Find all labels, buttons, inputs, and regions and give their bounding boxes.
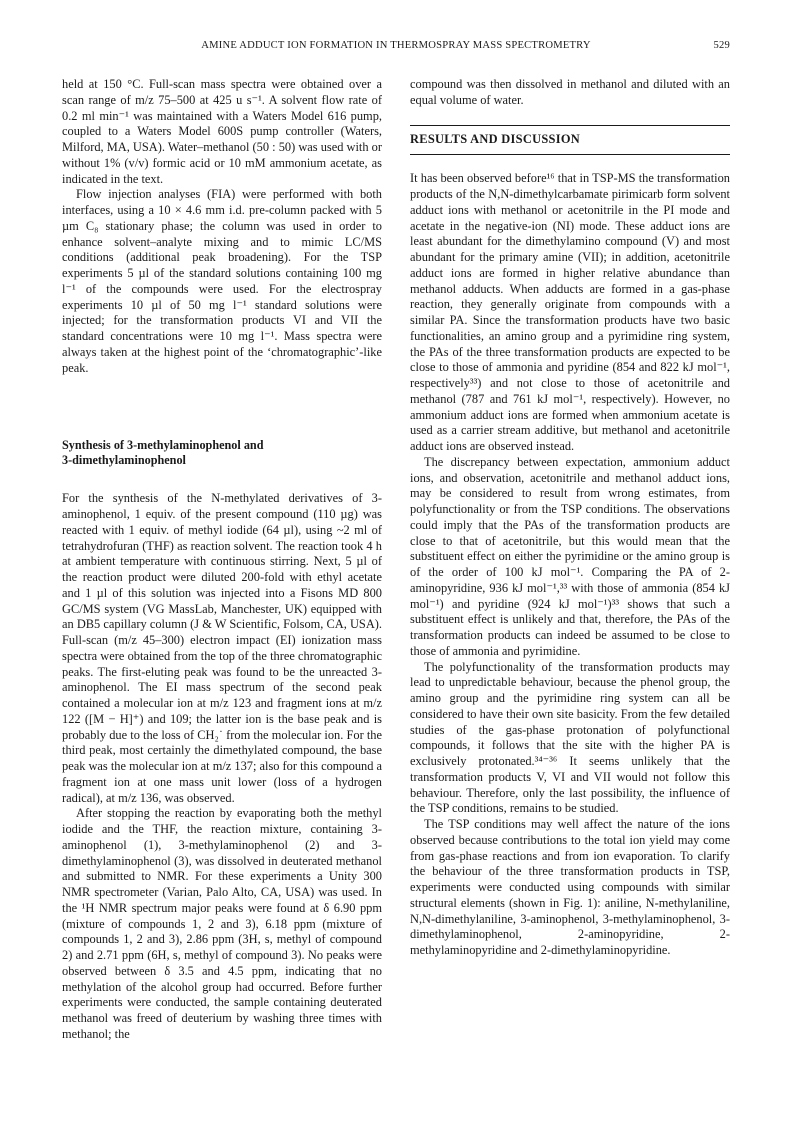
subheading-line-1: Synthesis of 3-methylaminophenol and <box>62 438 264 453</box>
running-title: AMINE ADDUCT ION FORMATION IN THERMOSPRAY MASS SPECTROMETRY <box>201 40 591 51</box>
running-header <box>62 40 730 56</box>
page-number: 529 <box>713 40 730 51</box>
paragraph-polyfunctionality: The polyfunctionality of the transformation products may lead to unpredictable behaviour, because the phenol group, the amino group and the pyrimidine ring system can all be considered to have their own site basicity. From the few detailed studies of the gas-phase protonation of polyfunctional compounds, it follows that the site with the higher PA is exclusively protonated.³⁴⁻³⁶ It seems unlikely that the transformation products V, VI and VII would not follow this behaviour. Therefore, only the last possibility, the influence of the TSP conditions, remains to be studied. <box>410 659 730 816</box>
paragraph-synthesis: For the synthesis of the N-methylated derivatives of 3-aminophenol, 1 equiv. of the present compound (110 µg) was reacted with 1 equiv. of methyl iodide (64 µl), using ~2 ml of tetrahydrofuran (THF) as reaction solvent. The reaction took 4 h at ambient temperature with continuous stirring. Next, 5 µl of the reaction product were diluted 200-fold with ethyl acetate and 1 µl of this solution was injected into a Fisons MD 800 GC/MS system (VG MassLab, Manchester, UK) equipped with an DB5 capillary column (J & W Scientific, Folsom, CA, USA). Full-scan (m/z 45–300) electron impact (EI) ionization mass spectra were obtained from the top of the three chromatographic peaks. The first-eluting peak was found to be the unreacted 3-aminophenol. The EI mass spectrum of the second peak contained a molecular ion at m/z 123 and fragment ions at m/z 122 ([M − H]⁺) and 109; the latter ion is the base peak and is probably due to the loss of CH₂˙ from the molecular ion. For the third peak, most certainly the dimethylated compound, the base peak was the molecular ion at m/z 137; also for this compound a fragment ion at one mass unit lower (loss of a hydrogen radical), at m/z 136, was observed. <box>62 491 383 805</box>
paragraph-results-intro: It has been observed before¹⁶ that in TSP-MS the transformation products of the N,N-dimethylcarbamate pirimicarb form solvent adduct ions with methanol or acetonitrile in the PI mode and acetate in the negative-ion (NI) mode. These adduct ions are least abundant for the dimethylamino compound (V) and most abundant for the primary amine (VII); in addition, acetonitrile adduct ions are formed in higher relative abundance than methanol adducts. When adducts are formed in a gas-phase reaction, they generally originate from compounds with a similar PA. Since the transformation products have two basic functionalities, an amino group and a pyrimidine ring system, the PAs of the three transformation products are expected to be close to those of ammonia and pyridine (854 and 822 kJ mol⁻¹, respectively³³) and not close to those of acetonitrile and methanol (787 and 761 kJ mol⁻¹, respectively). However, no ammonium adduct ions are formed when ammonium acetate is used as a carrier stream additive, but methanol and acetonitrile adduct ions are observed instead. <box>410 171 730 453</box>
paragraph-nmr: After stopping the reaction by evaporating both the methyl iodide and the THF, the reaction mixture, containing 3-aminophenol (1), 3-methylaminophenol (2) and 3-dimethylaminophenol (3), was dissolved in deuterated methanol and submitted to NMR. For these experiments a Unity 300 NMR spectrometer (Varian, Palo Alto, CA, USA) was used. In the ¹H NMR spectrum major peaks were found at δ 6.90 ppm (mixture of compounds 1, 2 and 3), 6.18 ppm (mixture of compounds 1, 2 and 3), 2.86 ppm (3H, s, methyl of compound 2) and 2.71 ppm (6H, s, methyl of compound 3). No peaks were observed between δ 3.5 and 4.5 ppm, indicating that no methylation of the alcohol group had occurred. Before further experiments were conducted, the sample containing deuterated methanol was freed of deuterium by washing three times with methanol; the <box>62 806 382 1041</box>
subheading-synthesis <box>62 438 382 468</box>
right-column <box>410 77 730 959</box>
paragraph-flow-injection: Flow injection analyses (FIA) were performed with both interfaces, using a 10 × 4.6 mm i.d. pre-column packed with 5 µm C₈ stationary phase; the column was used in order to enhance solvent–analyte mixing and to mimic LC/MS conditions (additional peak broadening). For the TSP experiments 5 µl of the standard solutions containing 100 mg l⁻¹ of the compounds were used. For the electrospray experiments 10 µl of 50 mg l⁻¹ standard solutions were injected; for the transformation products VI and VII the standard concentrations were 10 mg l⁻¹. Mass spectra were always taken at the highest point of the ‘chromatographic’-like peak. <box>62 187 382 375</box>
paragraph-continuation: compound was then dissolved in methanol and diluted with an equal volume of water. <box>410 77 730 107</box>
paragraph-methods-conditions: held at 150 °C. Full-scan mass spectra were obtained over a scan range of m/z 75–500 at 425 u s⁻¹. A solvent flow rate of 0.2 ml min⁻¹ was maintained with a Waters Model 616 pump, coupled to a Waters Model 600S pump controller (Waters, Milford, MA, USA). Water–methanol (50 : 50) was used with or without 1% (v/v) formic acid or 10 mM ammonium acetate, as indicated in the text. <box>62 77 382 186</box>
subheading-line-2: 3-dimethylaminophenol <box>62 453 186 468</box>
paragraph-tsp-conditions: The TSP conditions may well affect the nature of the ions observed because contributions to the total ion yield may come from gas-phase reactions and from ion evaporation. To clarify the behaviour of the three transformation products in TSP, experiments were conducted using compounds with similar structural elements (shown in Fig. 1): aniline, N-methylaniline, N,N-dimethylaniline, 3-aminophenol, 3-methylaminophenol, 3-dimethylaminophenol, 2-aminopyridine, 2-methylaminopyridine and 2-dimethylaminopyridine. <box>410 817 730 957</box>
left-column <box>62 77 382 1043</box>
section-heading-results: RESULTS AND DISCUSSION <box>410 125 730 156</box>
paragraph-discrepancy: The discrepancy between expectation, ammonium adduct ions, and observation, acetonitrile and methanol adduct ions, may be considered to result from wrong estimates, from polyfunctionality or from the TSP conditions. The observations could imply that the PAs of the transformation products are close to that of acetonitrile, but this would mean that the substituent effect on either the pyrimidine or the amino group is of the order of 100 kJ mol⁻¹. Comparing the PA of 2-aminopyridine, 936 kJ mol⁻¹,³³ with those of ammonia (854 kJ mol⁻¹) and pyridine (924 kJ mol⁻¹)³³ shows that such a substituent effect is unlikely and that, therefore, the PAs of the transformation products can indeed be assumed to be close to those of ammonia and pyrimidine. <box>410 454 730 658</box>
